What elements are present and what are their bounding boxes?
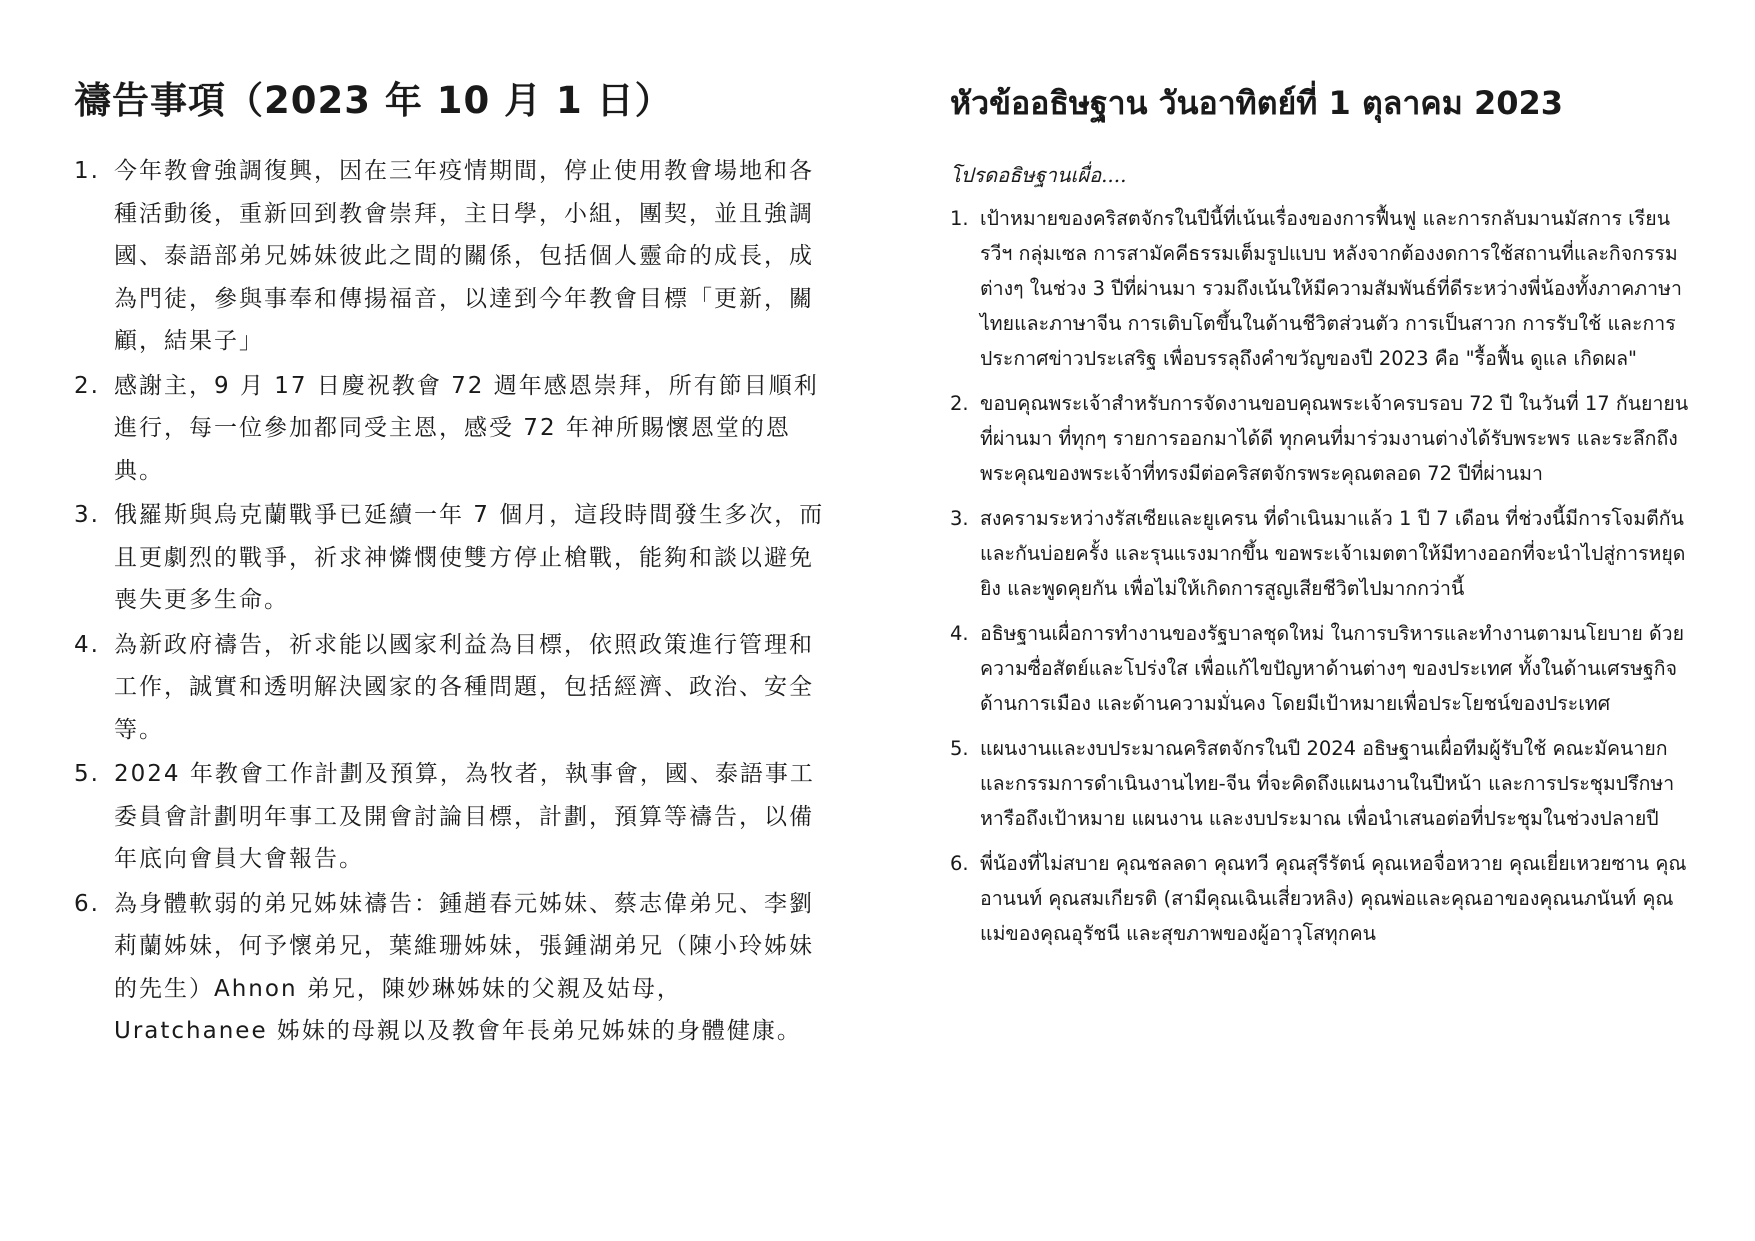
list-item <box>950 501 1690 606</box>
item-text: 2024 年教會工作計劃及預算，為牧者，執事會，國、泰語事工委員會計劃明年事工及開會討論目標，計劃，預算等禱告，以備年底向會員大會報告。 <box>114 761 815 872</box>
thai-subtitle: โปรดอธิษฐานเผื่อ.... <box>950 163 1127 187</box>
item-number: 2. <box>950 392 969 415</box>
item-text: พี่น้องที่ไม่สบาย คุณชลลดา คุณทวี คุณสุรีรัตน์ คุณเหอจื่อหวาย คุณเยี่ยเหวยซาน คุณอานนท์ คุณสมเกียรติ (สามีคุณเฉินเสี่ยวหลิง) คุณพ่อและคุณอาของคุณนภนันท์ คุณแม่ของคุณอุรัชนี และสุขภาพของผู้อาวุโสทุกคน <box>980 852 1687 945</box>
item-text: 俄羅斯與烏克蘭戰爭已延續一年 7 個月，這段時間發生多次，而且更劇烈的戰爭，祈求神憐憫使雙方停止槍戰，能夠和談以避免喪失更多生命。 <box>114 502 825 613</box>
item-number: 3. <box>74 502 100 528</box>
item-text: สงครามระหว่างรัสเซียและยูเครน ที่ดำเนินมาแล้ว 1 ปี 7 เดือน ที่ช่วงนี้มีการโจมตีกันและกันบ่อยครั้ง และรุนแรงมากขึ้น ขอพระเจ้าเมตตาให้มีทางออกที่จะนำไปสู่การหยุดยิง และพูดคุยกัน เพื่อไม่ให้เกิดการสูญเสียชีวิตไปมากกว่านี้ <box>980 507 1686 600</box>
item-text: เป้าหมายของคริสตจักรในปีนี้ที่เน้นเรื่องของการฟื้นฟู และการกลับมานมัสการ เรียนรวีฯ กลุ่มเซล การสามัคคีธรรมเต็มรูปแบบ หลังจากต้องงดการใช้สถานที่และกิจกรรมต่างๆ ในช่วง 3 ปีที่ผ่านมา รวมถึงเน้นให้มีความสัมพันธ์ที่ดีระหว่างพี่น้องทั้งภาคภาษาไทยและภาษาจีน การเติบโตขึ้นในด้านชีวิตส่วนตัว การเป็นสาวก การรับใช้ และการประกาศข่าวประเสริฐ เพื่อบรรลุถึงคำขวัญของปี 2023 คือ "รื้อฟื้น ดูแล เกิดผล" <box>980 207 1682 370</box>
item-text: 為身體軟弱的弟兄姊妹禱告：鍾趙春元姊妹、蔡志偉弟兄、李劉莉蘭姊妹，何予懷弟兄，葉維珊姊妹，張鍾湖弟兄（陳小玲姊妹的先生）Ahnon 弟兄，陳妙琳姊妹的父親及姑母，Uratchanee 姊妹的母親以及教會年長弟兄姊妹的身體健康。 <box>114 890 814 1044</box>
list-item <box>74 883 834 1053</box>
item-number: 5. <box>74 761 100 787</box>
list-item <box>74 624 834 752</box>
list-item <box>950 201 1690 376</box>
item-number: 4. <box>74 631 100 658</box>
item-text: 感謝主，9 月 17 日慶祝教會 72 週年感恩崇拜，所有節目順利進行，每一位參加都同受主恩，感受 72 年神所賜懷恩堂的恩典。 <box>114 372 819 484</box>
list-item <box>950 616 1690 721</box>
item-number: 6. <box>950 852 969 875</box>
list-item <box>74 494 834 622</box>
list-item <box>74 365 834 493</box>
list-item <box>74 150 834 363</box>
list-item <box>950 386 1690 491</box>
item-text: 為新政府禱告，祈求能以國家利益為目標，依照政策進行管理和工作，誠實和透明解決國家的各種問題，包括經濟、政治、安全等。 <box>114 631 814 743</box>
item-number: 6. <box>74 890 100 917</box>
item-text: ขอบคุณพระเจ้าสำหรับการจัดงานขอบคุณพระเจ้าครบรอบ 72 ปี ในวันที่ 17 กันยายนที่ผ่านมา ที่ทุกๆ รายการออกมาได้ดี ทุกคนที่มาร่วมงานต่างได้รับพระพร และระลึกถึงพระคุณของพระเจ้าที่ทรงมีต่อคริสตจักรพระคุณตลอด 72 ปีที่ผ่านมา <box>980 392 1689 485</box>
item-number: 4. <box>950 622 969 645</box>
item-number: 5. <box>950 737 969 760</box>
item-text: 今年教會強調復興，因在三年疫情期間，停止使用教會場地和各種活動後，重新回到教會崇拜，主日學，小組，團契，並且強調國、泰語部弟兄姊妹彼此之間的關係，包括個人靈命的成長，成為門徒，參與事奉和傳揚福音，以達到今年教會目標「更新，關顧，結果子」 <box>114 158 814 354</box>
item-text: แผนงานและงบประมาณคริสตจักรในปี 2024 อธิษฐานเผื่อทีมผู้รับใช้ คณะมัคนายก และกรรมการดำเนินงานไทย-จีน ที่จะคิดถึงแผนงานในปีหน้า และการประชุมปรึกษาหารือถึงเป้าหมาย แผนงาน และงบประมาณ เพื่อนำเสนอต่อที่ประชุมในช่วงปลายปี <box>980 737 1675 830</box>
chinese-prayer-column <box>74 70 834 1055</box>
item-text: อธิษฐานเผื่อการทำงานของรัฐบาลชุดใหม่ ในการบริหารและทำงานตามนโยบาย ด้วยความซื่อสัตย์และโปร่งใส เพื่อแก้ไขปัญหาด้านต่างๆ ของประเทศ ทั้งในด้านเศรษฐกิจ ด้านการเมือง และด้านความมั่นคง โดยมีเป้าหมายเพื่อประโยชน์ของประเทศ <box>980 622 1685 715</box>
thai-prayer-list <box>950 201 1690 951</box>
list-item <box>950 731 1690 836</box>
chinese-title: 禱告事項（2023 年 10 月 1 日） <box>74 79 673 122</box>
list-item <box>950 846 1690 951</box>
item-number: 2. <box>74 372 100 399</box>
item-number: 1. <box>950 207 969 230</box>
thai-title: หัวข้ออธิษฐาน วันอาทิตย์ที่ 1 ตุลาคม 2023 <box>950 84 1563 122</box>
list-item <box>74 753 834 881</box>
item-number: 1. <box>74 158 100 184</box>
item-number: 3. <box>950 507 969 530</box>
chinese-prayer-list <box>74 150 834 1053</box>
thai-prayer-column <box>950 74 1690 961</box>
